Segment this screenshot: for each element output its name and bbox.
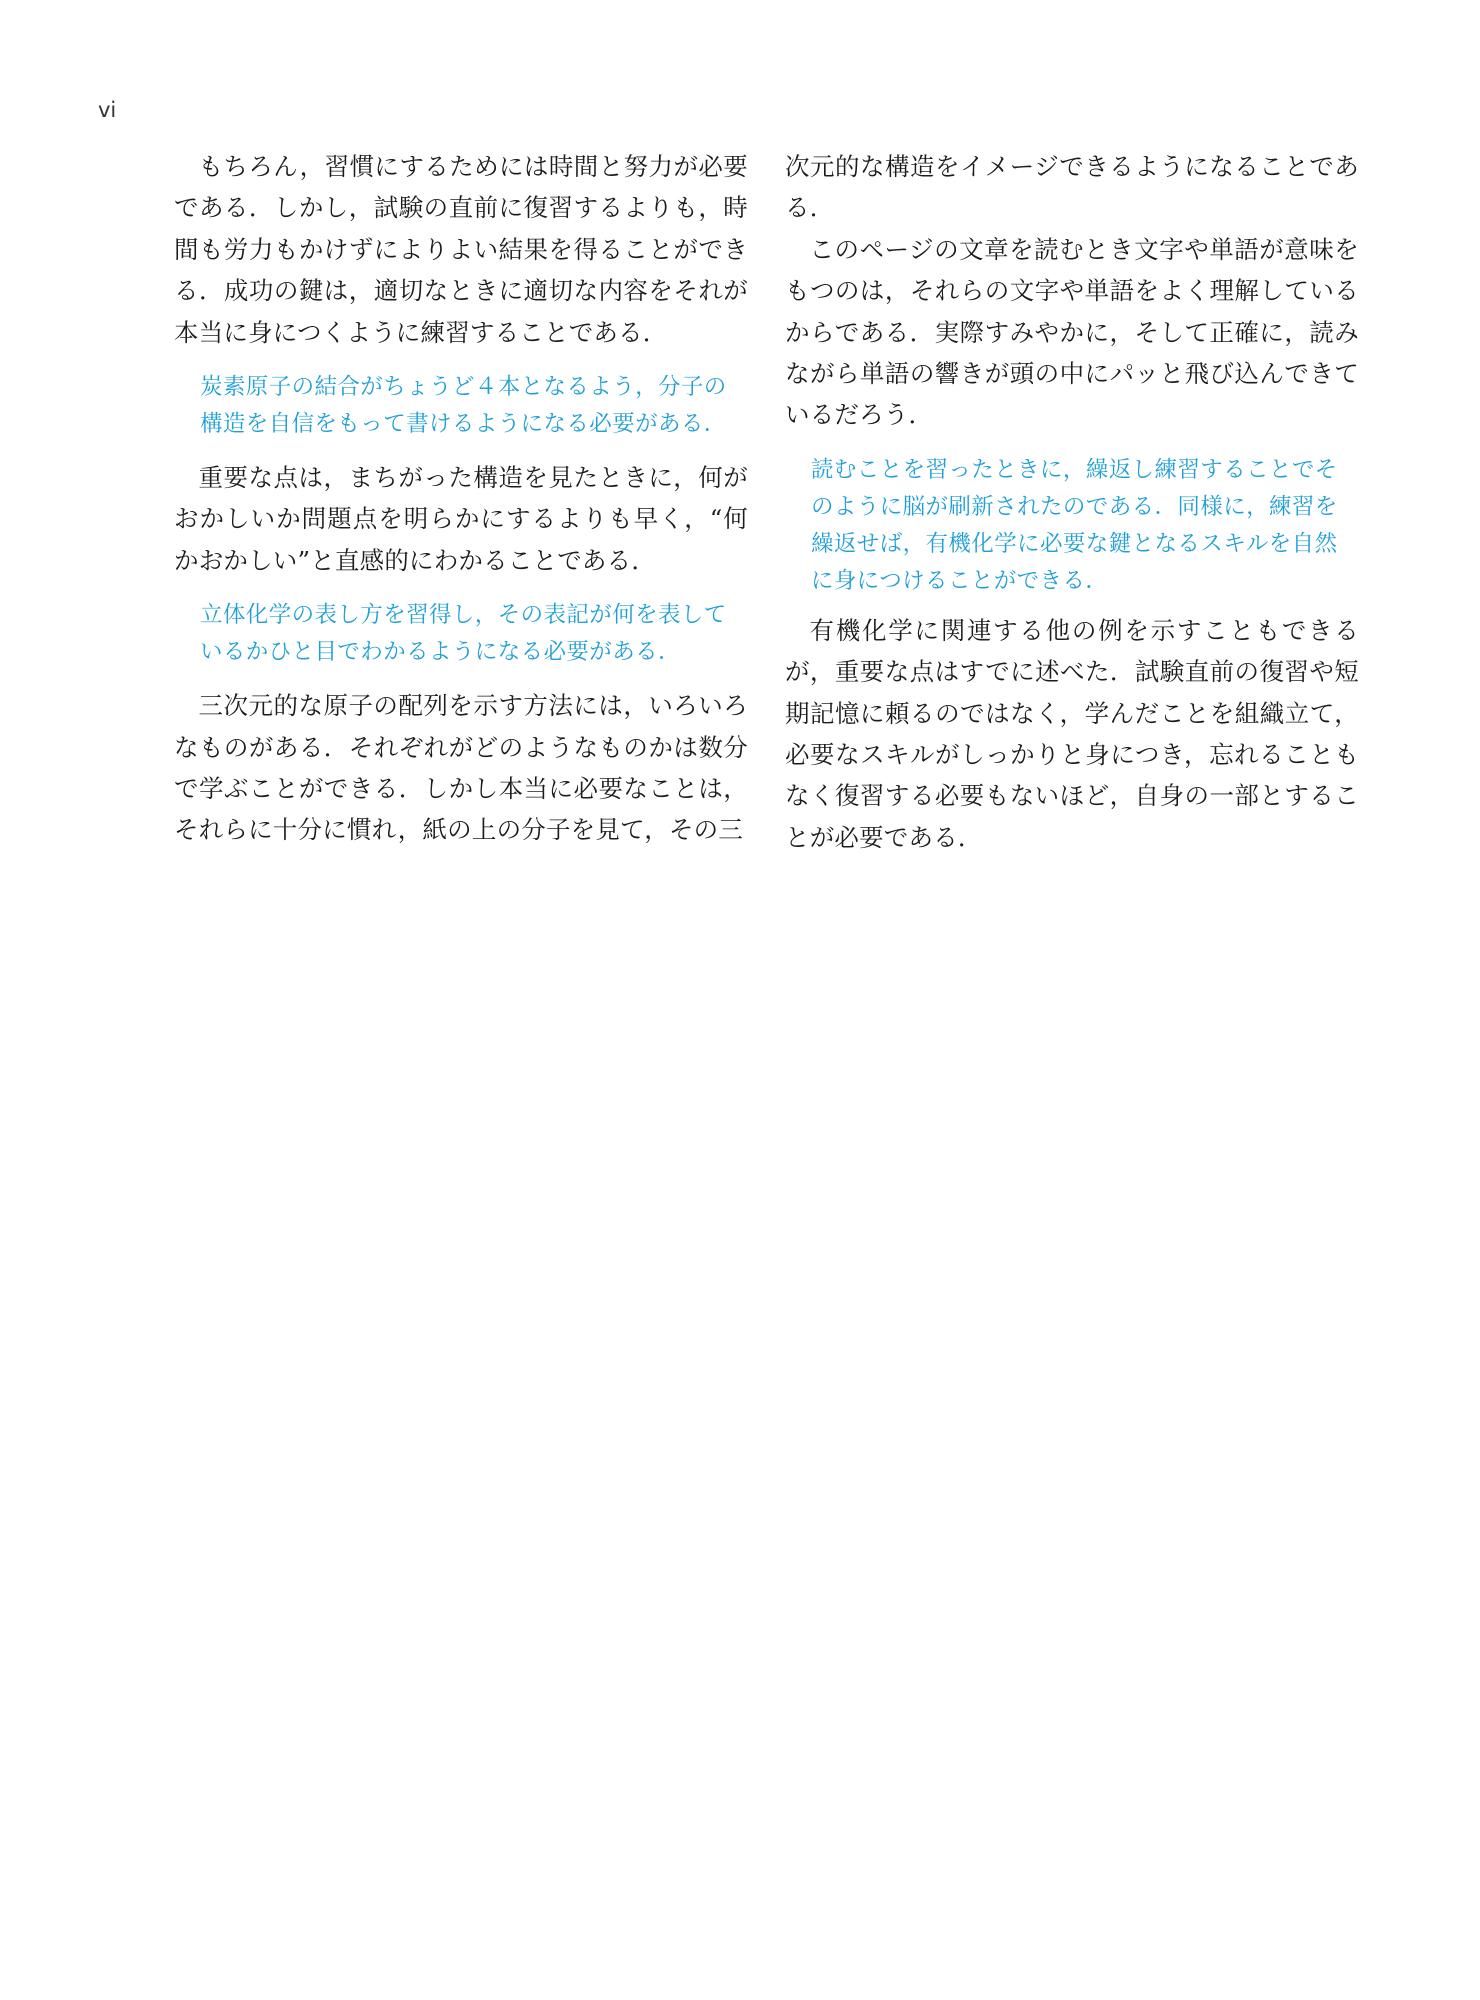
right-column bbox=[785, 146, 1359, 858]
page-number: vi bbox=[98, 98, 117, 122]
key-point-callout: 立体化学の表し方を習得し，その表記が何を表しているかひと目でわかるようになる必要がある． bbox=[200, 602, 727, 666]
body-paragraph: 三次元的な原子の配列を示す方法には，いろいろなものがある．それぞれがどのようなものかは数分で学ぶことができる．しかし本当に必要なことは，それらに十分に慣れ，紙の上の分子を見て，その三 bbox=[174, 691, 748, 845]
key-point-callout: 炭素原子の結合がちょうど４本となるよう，分子の構造を自信をもって書けるようになる必要がある． bbox=[200, 374, 727, 438]
body-paragraph: このページの文章を読むとき文字や単語が意味をもつのは，それらの文字や単語をよく理解しているからである．実際すみやかに，そして正確に，読みながら単語の響きが頭の中にパッと飛び込んできているだろう． bbox=[785, 234, 1359, 430]
left-column bbox=[174, 146, 748, 851]
body-paragraph: 有機化学に関連する他の例を示すこともできるが，重要な点はすでに述べた．試験直前の復習や短期記憶に頼るのではなく，学んだことを組織立て，必要なスキルがしっかりと身につき，忘れることもなく復習する必要もないほど，自身の一部とすることが必要である． bbox=[785, 615, 1359, 852]
body-paragraph: 重要な点は，まちがった構造を見たときに，何がおかしいか問題点を明らかにするよりも早く，“何かおかしい”と直感的にわかることである． bbox=[174, 463, 748, 575]
body-paragraph-continued: 次元的な構造をイメージできるようになることである． bbox=[785, 152, 1359, 223]
key-point-callout: 読むことを習ったときに，繰返し練習することでそのように脳が刷新されたのである．同様に，練習を繰返せば，有機化学に必要な鍵となるスキルを自然に身につけることができる． bbox=[811, 456, 1338, 594]
body-paragraph: もちろん，習慣にするためには時間と努力が必要である．しかし，試験の直前に復習するよりも，時間も労力もかけずによりよい結果を得ることができる．成功の鍵は，適切なときに適切な内容をそれが本当に身につくように練習することである． bbox=[174, 152, 748, 347]
